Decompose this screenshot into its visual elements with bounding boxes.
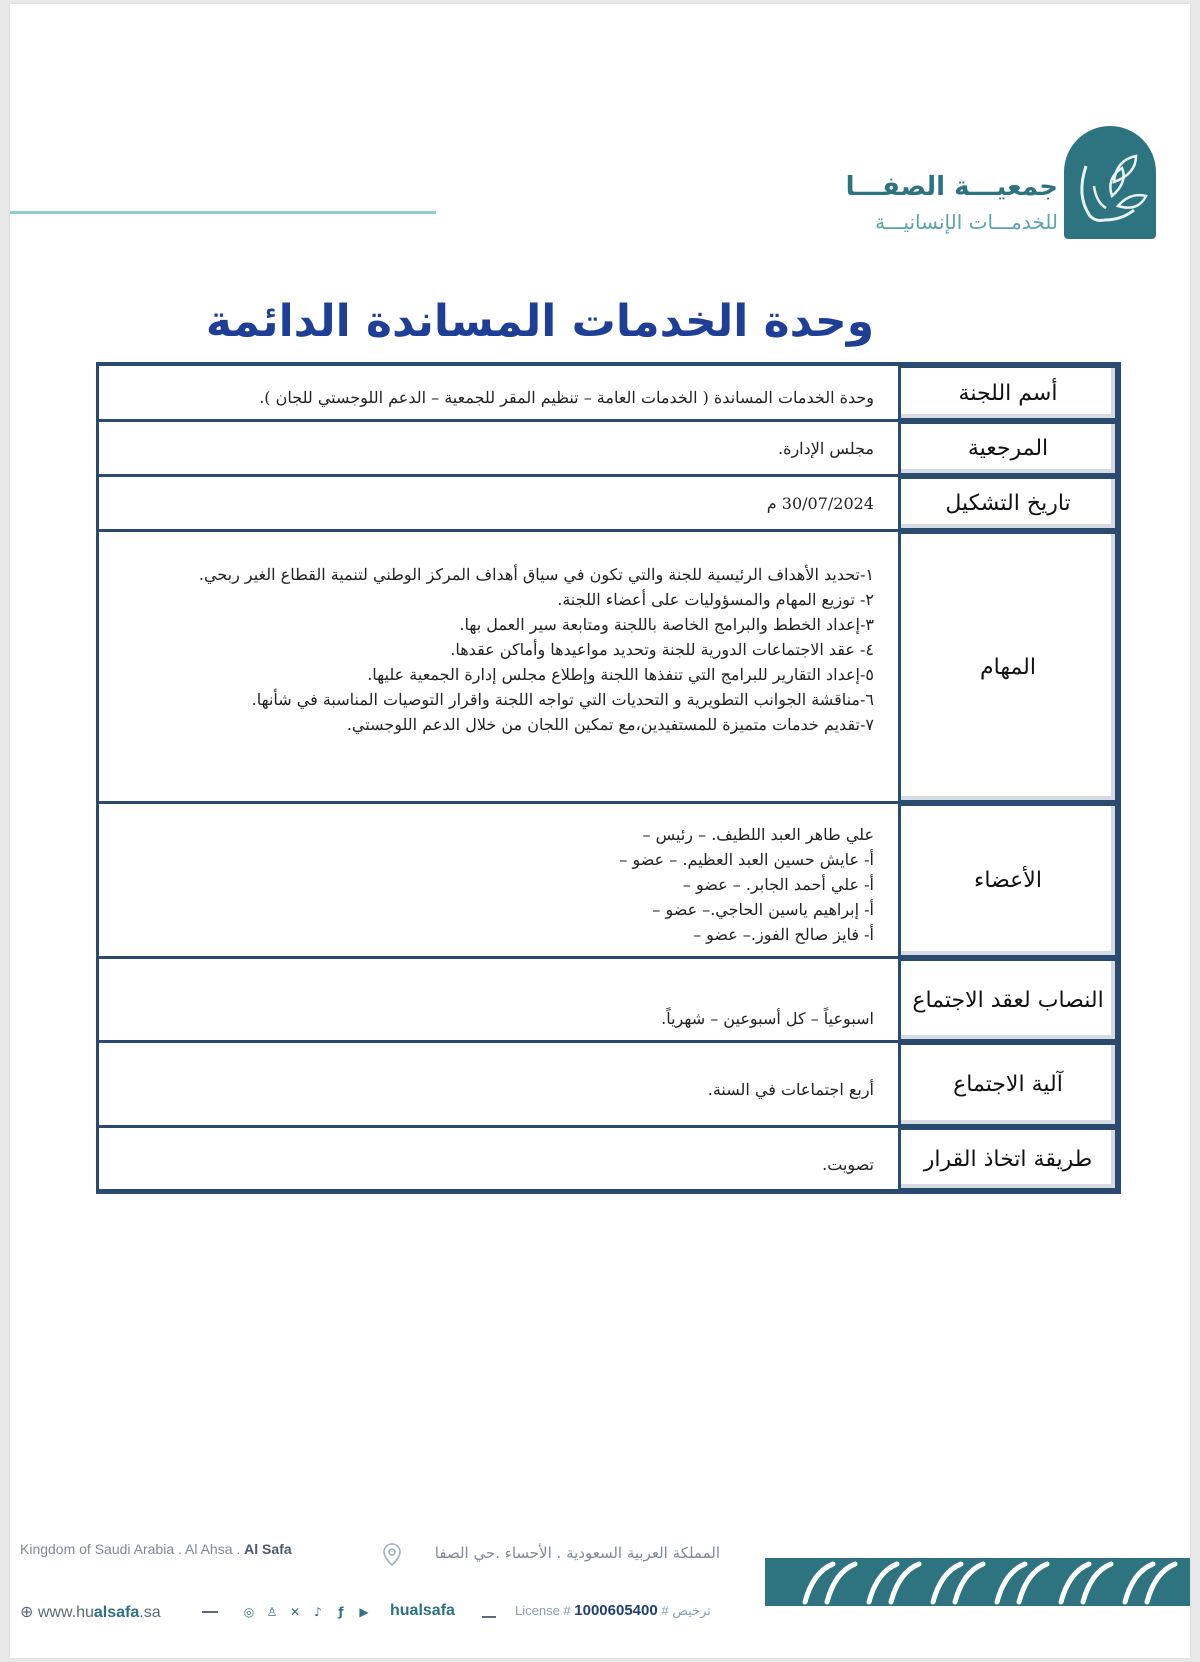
row-label: تاريخ التشكيل <box>898 476 1118 531</box>
license-label: License # <box>515 1603 571 1618</box>
row-label: المرجعية <box>898 421 1118 476</box>
list-item: ٣-إعداد الخطط والبرامج الخاصة باللجنة ومتابعة سير العمل بها. <box>459 615 874 634</box>
row-value: 30/07/2024 م <box>99 476 898 531</box>
license-value: 1000605400 <box>574 1602 658 1619</box>
list-item: علي طاهر العبد اللطيف. – رئيس – <box>642 825 874 844</box>
list-item: أ- فايز صالح الفوز.– عضو – <box>693 925 874 944</box>
x-icon[interactable]: ✕ <box>289 1605 301 1619</box>
tiktok-icon[interactable]: ♪ <box>314 1605 322 1619</box>
address-en-bold: Al Safa <box>244 1541 292 1557</box>
website-prefix: www.hu <box>37 1604 94 1621</box>
row-value: اسبوعياً – كل أسبوعين – شهرياً. <box>99 958 898 1042</box>
row-value: وحدة الخدمات المساندة ( الخدمات العامة – تنظيم المقر للجمعية – الدعم اللوجستي للجان ). <box>99 365 898 421</box>
list-item: ٦-مناقشة الجوانب التطويرية و التحديات التي تواجه اللجنة واقرار التوصيات المناسبة في شأنها. <box>251 690 874 709</box>
row-value: تصويت. <box>99 1127 898 1191</box>
tasks-list <box>99 531 898 803</box>
snapchat-icon[interactable]: ♙ <box>266 1605 278 1619</box>
table-row <box>99 365 1118 421</box>
header-rule <box>10 211 436 214</box>
table-row <box>99 1042 1118 1127</box>
instagram-icon[interactable]: ◎ <box>243 1605 255 1619</box>
table-row <box>99 531 1118 803</box>
table-row <box>99 958 1118 1042</box>
table-row <box>99 803 1118 958</box>
globe-icon: ⊕ <box>20 1604 34 1621</box>
row-label: طريقة اتخاذ القرار <box>898 1127 1118 1191</box>
org-name: جمعيـــة الصفـــا <box>845 172 1058 202</box>
table-row <box>99 1127 1118 1191</box>
website-suffix: .sa <box>139 1604 161 1621</box>
row-label: النصاب لعقد الاجتماع <box>898 958 1118 1042</box>
row-value: أربع اجتماعات في السنة. <box>99 1042 898 1127</box>
list-item: ٤- عقد الاجتماعات الدورية للجنة وتحديد مواعيدها وأماكن عقدها. <box>450 640 874 659</box>
website-bold: alsafa <box>93 1604 140 1621</box>
page-title: وحدة الخدمات المساندة الدائمة <box>205 296 875 347</box>
list-item: ٥-إعداد التقارير للبرامج التي تنفذها اللجنة وإطلاع مجلس إدارة الجمعية عليها. <box>367 665 874 684</box>
list-item: أ- عايش حسين العبد العظيم. – عضو – <box>619 850 874 869</box>
org-subtitle: للخدمـــات الإنسانيـــة <box>875 210 1058 234</box>
list-item: أ- إبراهيم ياسين الحاجي.– عضو – <box>652 900 874 919</box>
row-label: المهام <box>898 531 1118 803</box>
social-handle[interactable]: hualsafa <box>390 1602 455 1619</box>
list-item: أ- علي أحمد الجابر. – عضو – <box>682 875 874 894</box>
members-list <box>99 803 898 958</box>
committee-table <box>96 362 1121 1194</box>
leaf-icon <box>1064 126 1156 239</box>
facebook-icon[interactable]: ƒ <box>338 1605 344 1619</box>
table-row <box>99 421 1118 476</box>
address-en-text: Kingdom of Saudi Arabia . Al Ahsa . <box>20 1541 245 1557</box>
youtube-icon[interactable]: ▶ <box>359 1605 369 1619</box>
list-item: ٧-تقديم خدمات متميزة للمستفيدين،مع تمكين اللجان من خلال الدعم اللوجستي. <box>346 715 874 734</box>
row-label: آلية الاجتماع <box>898 1042 1118 1127</box>
row-label: الأعضاء <box>898 803 1118 958</box>
footer-address-ar: المملكة العربية السعودية . الأحساء .حي الصفا <box>434 1544 720 1562</box>
row-label: أسم اللجنة <box>898 365 1118 421</box>
list-item: ١-تحديد الأهداف الرئيسية للجنة والتي تكون في سياق أهداف المركز الوطني لتنمية القطاع الغير ربحي. <box>198 565 874 584</box>
license-label-ar: # ترخيص <box>661 1603 711 1618</box>
table-row <box>99 476 1118 531</box>
logo <box>1064 126 1156 239</box>
list-item: ٢- توزيع المهام والمسؤوليات على أعضاء اللجنة. <box>557 590 874 609</box>
row-value: مجلس الإدارة. <box>99 421 898 476</box>
